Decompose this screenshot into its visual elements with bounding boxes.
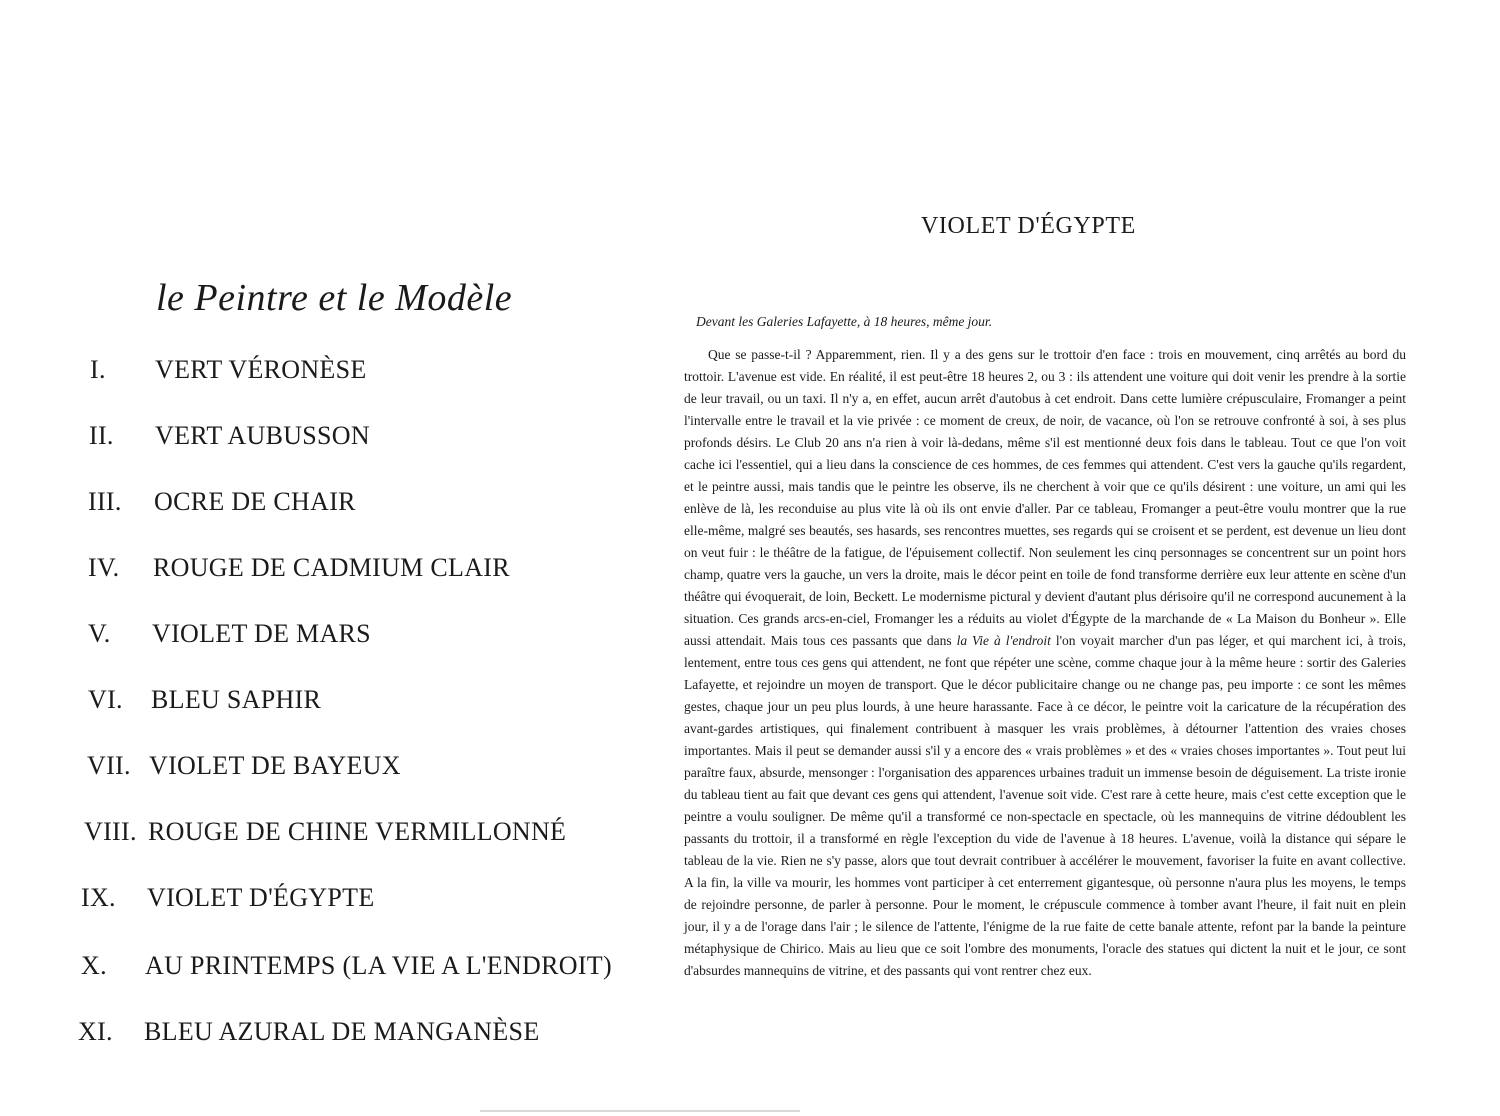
toc-entry <box>78 355 638 389</box>
toc-entry-number: II. <box>89 421 114 450</box>
toc-entry-number: X. <box>81 951 107 980</box>
toc-entry-label: BLEU AZURAL DE MANGANÈSE <box>144 1017 540 1046</box>
toc-title: le Peintre et le Modèle <box>156 277 513 319</box>
toc-entry <box>78 685 638 719</box>
chapter-title: VIOLET D'ÉGYPTE <box>921 213 1136 239</box>
toc-entry <box>78 421 638 455</box>
toc-entry-number: III. <box>88 487 122 516</box>
toc-entry <box>78 553 638 587</box>
toc-entry-label: ROUGE DE CHINE VERMILLONNÉ <box>148 817 567 846</box>
toc-entry <box>78 817 638 851</box>
body-paragraph <box>684 344 1406 982</box>
toc-entry <box>78 619 638 653</box>
toc-entry <box>78 1017 638 1051</box>
toc-entry-label: VERT AUBUSSON <box>155 421 370 450</box>
body-text-italic: la Vie à l'endroit <box>956 633 1051 648</box>
toc-entry-label: AU PRINTEMPS (LA VIE A L'ENDROIT) <box>145 951 612 980</box>
bottom-rule <box>480 1110 800 1112</box>
chapter-subtitle: Devant les Galeries Lafayette, à 18 heures, même jour. <box>696 314 993 329</box>
left-page <box>0 0 640 1116</box>
toc-entry-label: BLEU SAPHIR <box>151 685 322 714</box>
toc-entry-number: I. <box>90 355 106 384</box>
toc-entry-number: V. <box>88 619 111 648</box>
body-text-part: l'on voyait marcher d'un pas léger, et qui marchent ici, à trois, lentement, entre tous ces gens qui attendent, ne font que répéter une scène, comme chaque jour à la même heure : sortir des Galeries Lafayette, et rejoindre un moyen de transport. Que le décor publicitaire change ou ne change pas, peu importe : ce sont les mêmes gestes, chaque jour un peu plus lourds, à une heure harassante. Face à ce décor, le peintre voit la caricature de la récupération des avant-gardes artistiques, qui finalement contribuent à masquer les vrais problèmes, à détourner l'attention des vraies choses importantes. Mais il peut se demander aussi s'il y a encore des « vrais problèmes » et des « vraies choses importantes ». Tout peut lui paraître faux, absurde, mensonger : l'organisation des apparences urbaines traduit un immense besoin de déguisement. La triste ironie du tableau tient au fait que devant ces gens qui attendent, l'avenue soit vide. C'est rare à cette heure, mais c'est cette exception que le peintre a voulu souligner. De même qu'il a transformé ce non-spectacle en spectacle, où les mannequins de vitrine dédoublent les passants du trottoir, il a transformé en règle l'exception du vide de l'avenue à 18 heures. L'avenue, voilà la distance qui sépare le tableau de la vie. Rien ne s'y passe, alors que tout devrait contribuer à accélérer le mouvement, favoriser la fuite en avant collective. A la fin, la ville va mourir, les hommes vont participer à cet enterrement gigantesque, où personne n'aura plus les moyens, le temps de rejoindre personne, de parler à personne. Pour le moment, le crépuscule commence à tomber avant l'heure, il fait nuit en plein jour, il y a de l'orage dans l'air ; le silence de l'attente, l'énigme de la rue faite de cette banale attente, refont par la bande la peinture métaphysique de Chirico. Mais au lieu que ce soit l'ombre des monuments, l'oracle des statues qui dictent la nuit et le jour, ce sont d'absurdes mannequins de vitrine, et des passants qui vont rentrer chez eux. <box>684 633 1407 978</box>
toc-entry-label: VIOLET DE BAYEUX <box>149 751 401 780</box>
toc-entry-number: IV. <box>88 553 120 582</box>
toc-entry-label: VIOLET D'ÉGYPTE <box>147 883 375 912</box>
toc-entry-number: VI. <box>88 685 123 714</box>
toc-entry <box>78 951 638 985</box>
toc-entry-label: ROUGE DE CADMIUM CLAIR <box>153 553 510 582</box>
toc-entry-number: VII. <box>87 751 131 780</box>
toc-entry-label: VERT VÉRONÈSE <box>155 355 367 384</box>
toc-entry-label: VIOLET DE MARS <box>152 619 371 648</box>
toc-entry-number: IX. <box>81 883 116 912</box>
toc-entry <box>78 883 638 917</box>
toc-entry <box>78 751 638 785</box>
toc-entry-label: OCRE DE CHAIR <box>154 487 356 516</box>
body-text-part: Que se passe-t-il ? Apparemment, rien. Il y a des gens sur le trottoir d'en face : trois en mouvement, cinq arrêtés au bord du trottoir. L'avenue est vide. En réalité, il est peut-être 18 heures 2, ou 3 : ils attendent une voiture qui doit venir les prendre à la sortie de leur travail, ou un taxi. Il n'y a, en effet, aucun arrêt d'autobus à cet endroit. Dans cette lumière crépusculaire, Fromanger a peint l'intervalle entre le travail et la vie privée : ce moment de creux, de noir, de vacance, où l'on se retrouve confronté à soi, à ses plus profonds désirs. Le Club 20 ans n'a rien à voir là-dedans, même s'il est mentionné deux fois dans le tableau. Tout ce que l'on voit cache ici l'essentiel, qui a lieu dans la conscience de ces hommes, de ces femmes qui attendent. C'est vers la gauche qu'ils regardent, et le peintre aussi, mais tandis que le peintre les observe, ils ne cherchent à voir que ce qu'ils désirent : une voiture, un ami qui les enlève de là, les reconduise au plus vite là où ils ont envie d'aller. Par ce tableau, Fromanger a peut-être voulu montrer que la rue elle-même, malgré ses beautés, ses hasards, ses rencontres muettes, ses regards qui se croisent et se perdent, est devenue un lieu dont on veut fuir : le théâtre de la fatigue, de l'épuisement collectif. Non seulement les cinq personnages se concentrent sur un point hors champ, quatre vers la gauche, un vers la droite, mais le décor peint en toile de fond transforme derrière eux leur attente en scène d'un théâtre qui évoquerait, de loin, Beckett. Le modernisme pictural y devient d'autant plus dérisoire qu'il ne correspond aucunement à la situation. Ces grands arcs-en-ciel, Fromanger les a réduits au violet d'Égypte de la marchande de « La Maison du Bonheur ». Elle aussi attendait. Mais tous ces passants que dans <box>684 347 1406 648</box>
toc-entry-number: VIII. <box>84 817 137 846</box>
right-page <box>640 0 1500 1116</box>
toc-entry <box>78 487 638 521</box>
toc-entry-number: XI. <box>78 1017 113 1046</box>
